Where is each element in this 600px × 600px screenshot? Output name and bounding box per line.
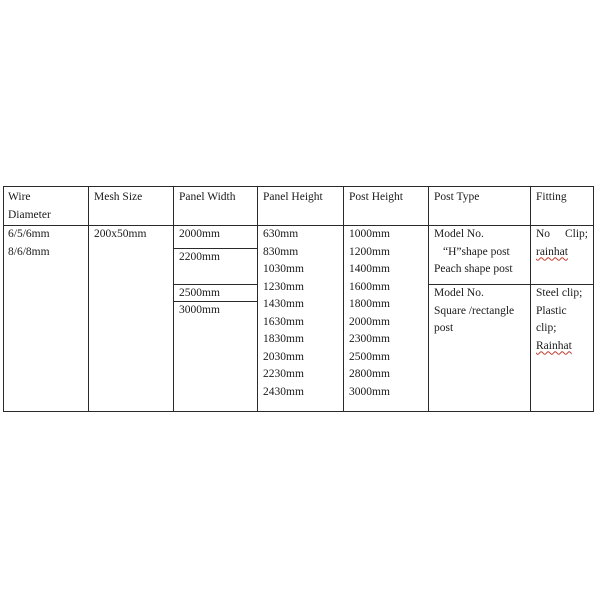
- table-border-left: [3, 186, 4, 412]
- col-divider-4: [343, 186, 344, 412]
- header-panel-width: Panel Width: [179, 191, 236, 203]
- fitting-group-2: [536, 285, 592, 355]
- list-item: 1430mm: [263, 298, 304, 310]
- list-item: 1630mm: [263, 315, 304, 328]
- wire-diameter-1: 6/5/6mm: [8, 228, 50, 240]
- list-item: 2230mm: [263, 368, 304, 380]
- fitting-word: No: [536, 228, 551, 240]
- list-item: 2300mm: [349, 333, 390, 345]
- post-type-line: “H”shape post: [443, 245, 510, 258]
- list-item: 2430mm: [263, 385, 304, 398]
- post-type-line: Square /rectangle: [434, 304, 515, 317]
- col-divider-1: [88, 186, 89, 412]
- header-fitting: Fitting: [536, 191, 567, 203]
- post-type-line: post: [434, 322, 454, 334]
- list-item: 630mm: [263, 228, 299, 240]
- header-mesh-size: Mesh Size: [94, 191, 143, 203]
- header-wire-line1: Wire: [8, 191, 31, 203]
- list-item: 2500mm: [349, 350, 390, 363]
- panel-width-2: 2200mm: [179, 251, 220, 263]
- list-item: 1830mm: [263, 333, 304, 345]
- post-type-group-1: [434, 226, 513, 279]
- header-post-type: Post Type: [434, 191, 480, 203]
- list-item: 2800mm: [349, 368, 390, 380]
- panel-width-1: 2000mm: [179, 228, 220, 240]
- fitting-group-1: [536, 226, 588, 261]
- list-item: 1800mm: [349, 298, 390, 310]
- post-type-line: Model No.: [434, 228, 484, 240]
- fitting-line: clip;: [536, 322, 557, 334]
- fitting-line: Steel clip;: [536, 287, 583, 299]
- post-type-group-2: [434, 285, 514, 338]
- panel-height-list: [263, 226, 304, 401]
- list-item: 1600mm: [349, 280, 390, 293]
- post-type-line: Peach shape post: [434, 263, 513, 275]
- specification-table: [3, 186, 594, 412]
- table-border-bottom: [3, 411, 594, 412]
- wire-diameter-values: [8, 226, 50, 261]
- fitting-line: Rainhat: [536, 339, 572, 352]
- col-divider-2: [173, 186, 174, 412]
- panel-width-3: 2500mm: [179, 287, 220, 299]
- mesh-size-value: 200x50mm: [94, 228, 147, 240]
- list-item: 1230mm: [263, 280, 304, 293]
- col-divider-3: [257, 186, 258, 412]
- header-wire-diameter: [8, 189, 51, 224]
- col-divider-5: [428, 186, 429, 412]
- list-item: 1200mm: [349, 245, 390, 258]
- header-panel-height: Panel Height: [263, 191, 323, 203]
- list-item: 830mm: [263, 245, 299, 258]
- list-item: 1030mm: [263, 263, 304, 275]
- header-post-height: Post Height: [349, 191, 403, 203]
- fitting-line: [536, 226, 588, 244]
- col-divider-6: [530, 186, 531, 412]
- fitting-line: Plastic: [536, 304, 567, 317]
- list-item: 2030mm: [263, 350, 304, 363]
- table-border-right: [593, 186, 594, 412]
- list-item: 1000mm: [349, 228, 390, 240]
- wire-diameter-2: 8/6/8mm: [8, 245, 50, 258]
- fitting-word: rainhat: [536, 245, 568, 258]
- panel-width-4: 3000mm: [179, 304, 220, 316]
- list-item: 1400mm: [349, 263, 390, 275]
- list-item: 2000mm: [349, 315, 390, 328]
- post-height-list: [349, 226, 390, 401]
- table-border-top: [3, 186, 594, 187]
- fitting-word: Clip;: [564, 228, 588, 240]
- header-wire-line2: Diameter: [8, 208, 51, 221]
- post-type-line: Model No.: [434, 287, 484, 299]
- list-item: 3000mm: [349, 385, 390, 398]
